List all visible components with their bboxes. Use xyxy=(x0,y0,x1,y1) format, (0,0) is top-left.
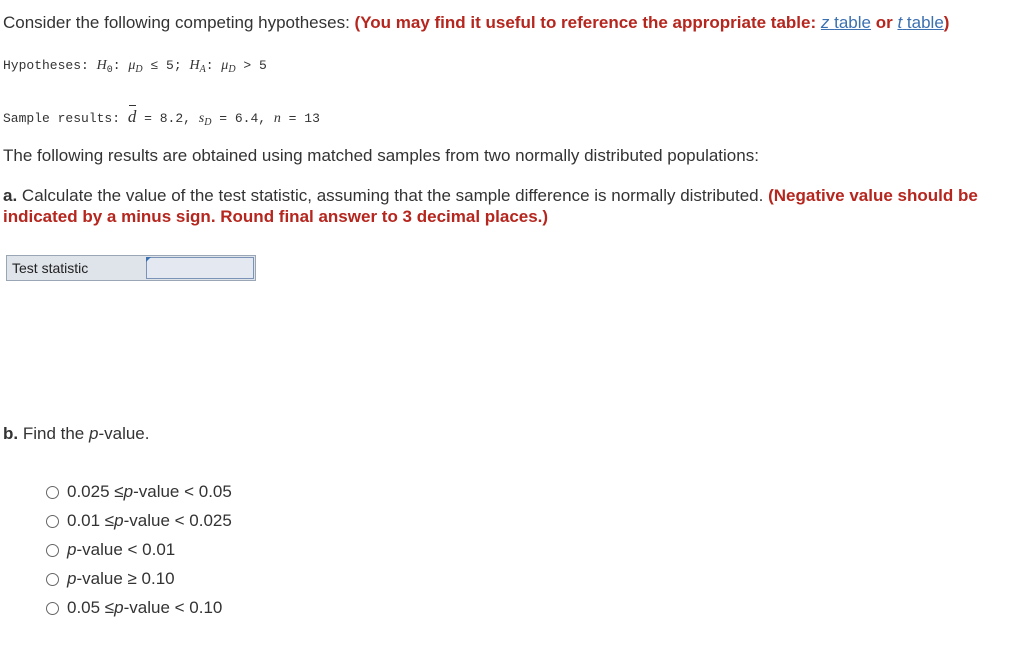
h0-subscript: 0 xyxy=(106,65,113,76)
part-b-line xyxy=(3,424,149,444)
s-symbol: s xyxy=(198,111,205,126)
option-1-p: p xyxy=(123,482,134,501)
mu-subscript-1: D xyxy=(135,64,143,75)
option-3-post: -value < 0.01 xyxy=(76,540,176,559)
option-1-post: -value < 0.05 xyxy=(133,482,232,501)
t-table-link[interactable] xyxy=(897,13,943,32)
option-2-post: -value < 0.025 xyxy=(123,511,232,530)
mu-symbol-1: μ xyxy=(128,58,136,73)
radio-button-icon[interactable] xyxy=(46,515,59,528)
sample-label: Sample results: xyxy=(3,111,128,126)
test-statistic-table xyxy=(6,255,256,281)
z-table-link-text: table xyxy=(834,13,871,32)
t-table-link-text: table xyxy=(906,13,944,32)
radio-button-icon[interactable] xyxy=(46,573,59,586)
or-text: or xyxy=(870,13,898,32)
n-symbol: n xyxy=(273,111,281,126)
part-b-text-after: -value. xyxy=(98,424,150,443)
sample-results-line xyxy=(3,107,320,128)
s-value: = 6.4, xyxy=(211,111,274,126)
option-4-p: p xyxy=(67,569,77,588)
part-b-text: Find the xyxy=(18,424,89,443)
intro-line xyxy=(3,13,949,33)
part-a-line1 xyxy=(3,186,978,206)
ha-symbol: H xyxy=(189,58,200,73)
option-1-pre: 0.025 ≤ xyxy=(67,482,124,501)
h0-value: ≤ 5; xyxy=(142,58,190,73)
option-2-p: p xyxy=(114,511,124,530)
intro-text: Consider the following competing hypotheses: xyxy=(3,13,355,32)
option-4[interactable] xyxy=(46,568,175,590)
part-a-note-2: indicated by a minus sign. Round final answer to 3 decimal places.) xyxy=(3,207,549,226)
close-paren: ) xyxy=(943,13,950,32)
hypotheses-label: Hypotheses: xyxy=(3,58,97,73)
d-bar-symbol: d xyxy=(127,107,137,126)
option-1[interactable] xyxy=(46,481,232,503)
part-a-text: Calculate the value of the test statistic, assuming that the sample difference is normally distributed. xyxy=(17,186,769,205)
part-a-note-1: (Negative value should be xyxy=(768,186,978,205)
part-b-p: p xyxy=(88,424,99,443)
test-statistic-label: Test statistic xyxy=(12,260,89,276)
ha-colon: : xyxy=(205,58,222,73)
s-subscript: D xyxy=(204,117,212,128)
n-value: = 13 xyxy=(280,111,320,126)
table-note xyxy=(355,13,950,32)
option-5-post: -value < 0.10 xyxy=(123,598,223,617)
option-4-post: -value ≥ 0.10 xyxy=(76,569,175,588)
test-statistic-input[interactable] xyxy=(146,257,254,279)
option-3[interactable] xyxy=(46,539,175,561)
option-2-pre: 0.01 ≤ xyxy=(67,511,115,530)
description-text: The following results are obtained using matched samples from two normally distributed populations: xyxy=(3,146,759,165)
input-flag-icon xyxy=(146,257,151,262)
option-5-p: p xyxy=(114,598,124,617)
option-2[interactable] xyxy=(46,510,232,532)
radio-button-icon[interactable] xyxy=(46,602,59,615)
mu-subscript-2: D xyxy=(228,64,236,75)
t-table-link-letter: t xyxy=(897,13,903,32)
d-bar-value: = 8.2, xyxy=(136,111,199,126)
ha-value: > 5 xyxy=(235,58,267,73)
option-5-pre: 0.05 ≤ xyxy=(67,598,115,617)
table-note-text: (You may find it useful to reference the appropriate table: xyxy=(354,13,821,32)
part-b-label: b. xyxy=(3,424,19,443)
z-table-link-letter: z xyxy=(820,13,830,32)
mu-symbol-2: μ xyxy=(221,58,229,73)
radio-button-icon[interactable] xyxy=(46,544,59,557)
option-5[interactable] xyxy=(46,597,222,619)
h0-symbol: H xyxy=(96,58,107,73)
z-table-link[interactable] xyxy=(821,13,871,32)
option-3-p: p xyxy=(67,540,77,559)
part-a-label: a. xyxy=(3,186,18,205)
ha-subscript: A xyxy=(199,64,206,75)
h0-colon: : xyxy=(112,58,129,73)
hypotheses-line xyxy=(3,58,267,76)
radio-button-icon[interactable] xyxy=(46,486,59,499)
